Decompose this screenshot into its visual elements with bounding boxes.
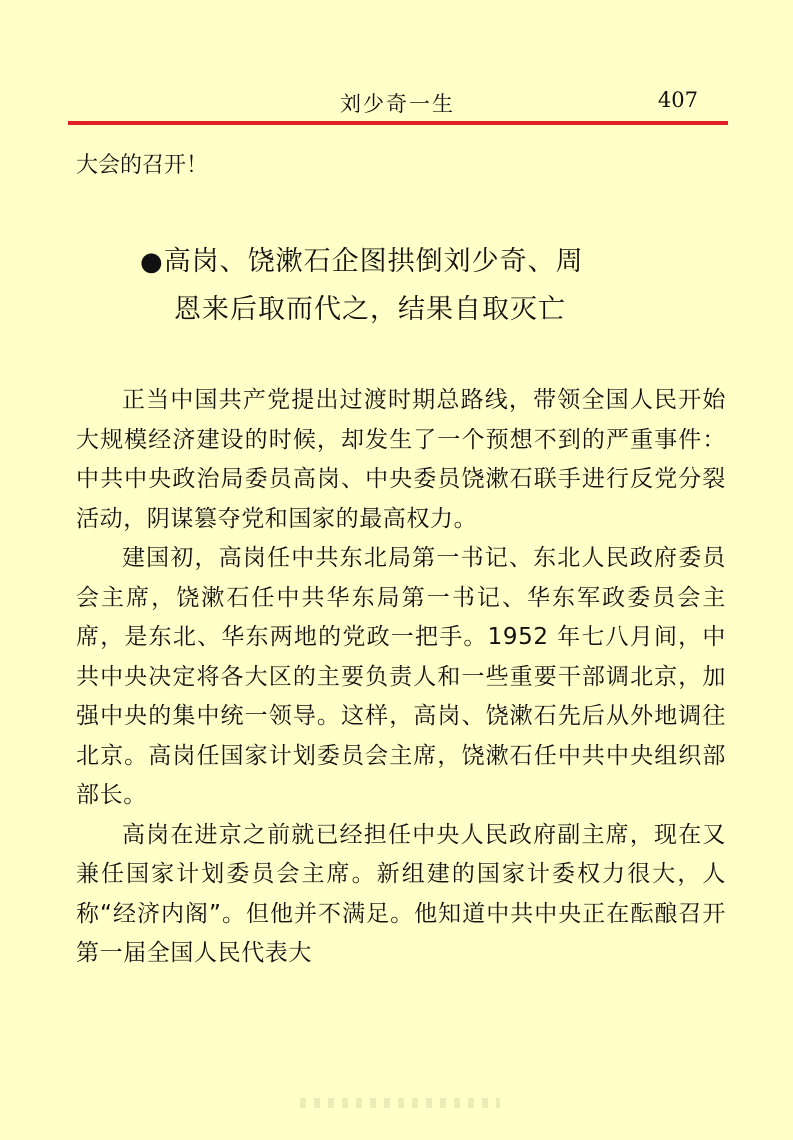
page-header: [68, 84, 728, 120]
carry-over-text: 大会的召开！: [76, 153, 209, 178]
running-title: 刘少奇一生: [340, 92, 455, 116]
page-number: 407: [657, 88, 698, 112]
header-rule: [68, 121, 728, 125]
paragraph: 建国初，高岗任中共东北局第一书记、东北人民政府委员会主席，饶漱石任中共华东局第一书记、华东军政委员会主席，是东北、华东两地的党政一把手。1952 年七八月间，中共中央决定将各大区的主要负责人和一些重要干部调北京，加强中央的集中统一领导。这样，高岗、饶漱石先后从外地调往北京。高岗任国家计划委员会主席，饶漱石任中共中央组织部部长。: [76, 545, 726, 808]
bullet-icon: ●: [140, 247, 164, 277]
body-text: [76, 381, 726, 974]
paragraph: 高岗在进京之前就已经担任中央人民政府副主席，现在又兼任国家计划委员会主席。新组建的国家计委权力很大，人称“经济内阁”。但他并不满足。他知道中共中央正在酝酿召开第一届全国人民代表大: [76, 821, 726, 966]
section-title-line-1: 高岗、饶漱石企图拱倒刘少奇、周: [163, 246, 584, 277]
paragraph: 正当中国共产党提出过渡时期总路线，带领全国人民开始大规模经济建设的时候，却发生了一个预想不到的严重事件：中共中央政治局委员高岗、中央委员饶漱石联手进行反党分裂活动，阴谋篡夺党和国家的最高权力。: [76, 387, 726, 532]
bleed-through-decoration: [300, 1098, 500, 1108]
section-heading: [140, 238, 584, 333]
section-title-line-2: 恩来后取而代之，结果自取灭亡: [174, 294, 566, 325]
